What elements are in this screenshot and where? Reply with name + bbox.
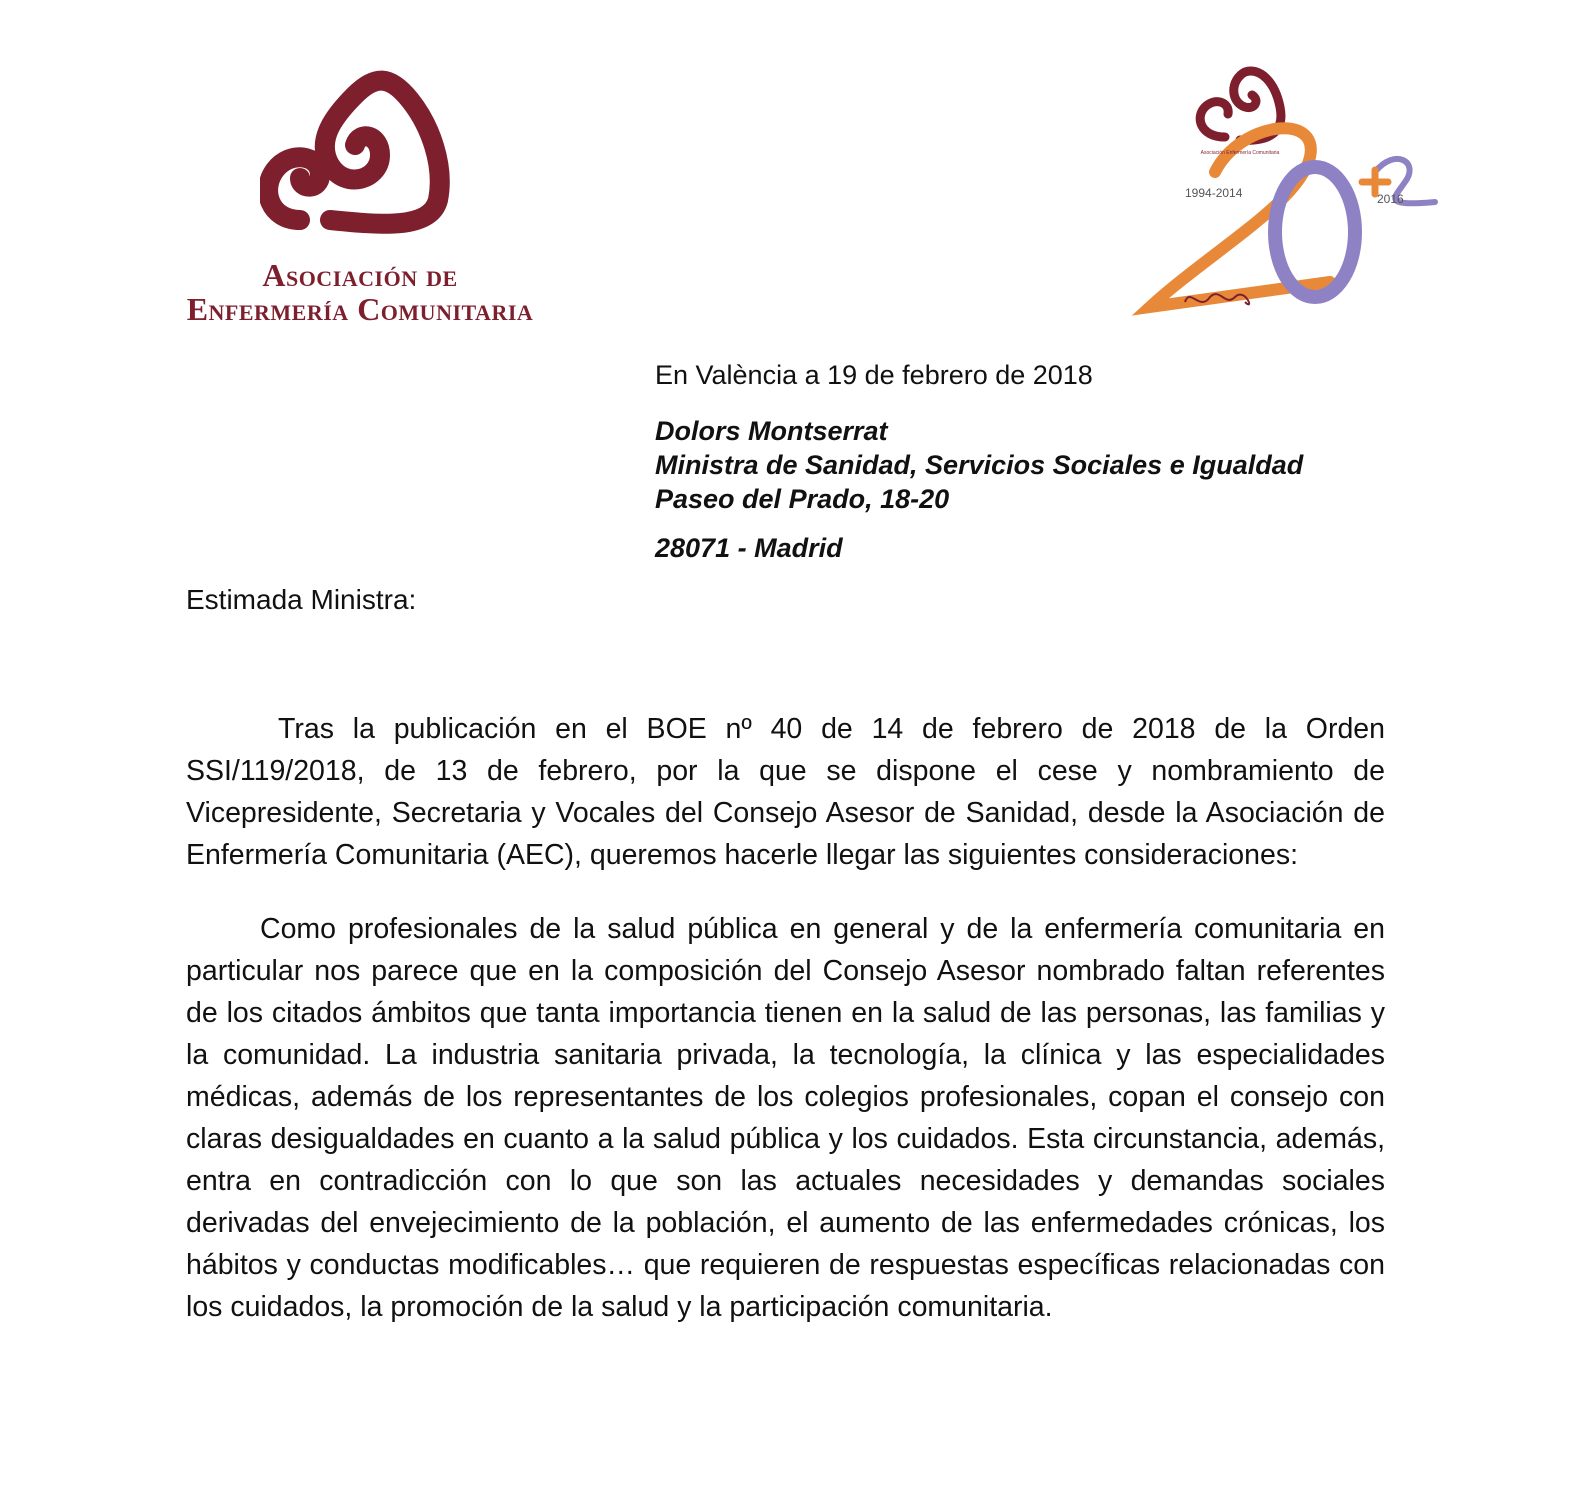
aec-logo xyxy=(180,70,540,330)
spiral-house-icon xyxy=(260,70,450,250)
purple-zero-shape xyxy=(1275,167,1355,297)
salutation: Estimada Ministra: xyxy=(186,584,417,615)
orange-plus-shape xyxy=(1362,170,1388,194)
anniversary-year-end: 2016 xyxy=(1377,192,1404,206)
anniversary-org-name: Asociación Enfermería Comunitaria xyxy=(1200,150,1280,156)
org-name xyxy=(180,258,540,326)
recipient-address: Paseo del Prado, 18-20 xyxy=(655,484,950,514)
paragraph: Tras la publicación en el BOE nº 40 de 14 de febrero de 2018 de la Orden SSI/119/2018, de 13 de febrero, por la que se dispone el cese y nombramiento de Vicepresidente, Secretaria y Vocales del Consejo Asesor de Sanidad, desde la Asociación de Enfermería Comunitaria (AEC), queremos hacerle llegar las siguientes consideraciones: xyxy=(186,713,1385,871)
org-name-line2: Enfermería Comunitaria xyxy=(186,291,534,327)
recipient-block xyxy=(655,414,1303,565)
recipient-name: Dolors Montserrat xyxy=(655,416,888,446)
org-name-line1: Asociación de xyxy=(262,257,458,293)
letter-body xyxy=(186,708,1385,1360)
letter-date: En València a 19 de febrero de 2018 xyxy=(655,360,1093,390)
recipient-city: 28071 - Madrid xyxy=(655,533,843,563)
anniversary-year-range: 1994-2014 xyxy=(1185,186,1243,200)
anniversary-logo xyxy=(1130,62,1450,332)
paragraph: Como profesionales de la salud pública en general y de la enfermería comunitaria en particular nos parece que en la composición del Consejo Asesor nombrado faltan referentes de los citados ámbitos que tanta importancia tienen en la salud de las personas, las familias y la comunidad. La industria sanitaria privada, la tecnología, la clínica y las especialidades médicas, además de los representantes de los colegios profesionales, copan el consejo con claras desigualdades en cuanto a la salud pública y los cuidados. Esta circunstancia, además, entra en contradicción con lo que son las actuales necesidades y demandas sociales derivadas del envejecimiento de la población, el aumento de las enfermedades crónicas, los hábitos y conductas modificables… que requieren de respuestas específicas relacionadas con los cuidados, la promoción de la salud y la participación comunitaria. xyxy=(186,913,1385,1323)
recipient-title: Ministra de Sanidad, Servicios Sociales e Igualdad xyxy=(655,450,1304,480)
